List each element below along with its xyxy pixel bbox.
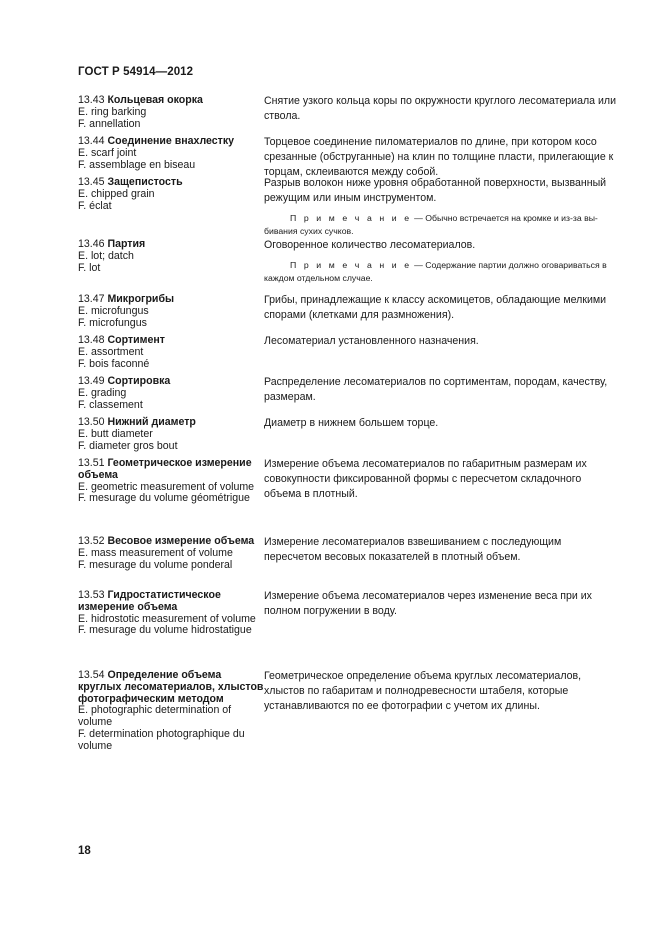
term-english: E. microfungus bbox=[78, 304, 149, 317]
term-french: F. classement bbox=[78, 398, 143, 411]
term-title: Защепистость bbox=[107, 176, 183, 188]
term-english: E. geometric measurement of volume bbox=[78, 480, 255, 493]
term-definition: Измерение лесоматериалов взвешиванием с последующим пересчетом весовых показателей в плотный объем. bbox=[264, 536, 562, 563]
term-definition: Лесоматериал установленного назначения. bbox=[264, 335, 479, 347]
term-title: Нижний диаметр bbox=[107, 416, 196, 428]
term-number: 13.50 bbox=[78, 416, 105, 428]
term-french: F. diameter gros bout bbox=[78, 439, 178, 452]
term-entry-13-49 bbox=[78, 376, 618, 417]
term-english: E. scarf joint bbox=[78, 146, 137, 159]
term-english: E. hidrostotic measurement of volume bbox=[78, 612, 256, 625]
term-title: Геометрическое измерение объема bbox=[78, 457, 252, 481]
terms-list bbox=[78, 95, 618, 753]
term-title: Определение объема круглых лесоматериалов, хлыстов фотографическим методом bbox=[78, 669, 264, 705]
term-definition: Геометрическое определение объема круглых лесоматериалов, хлыстов по габаритам и полнодревесности штабеля, которые устанавливаются по ее фотографии с учетом их длины. bbox=[264, 670, 582, 712]
term-title: Соединение внахлестку bbox=[107, 135, 235, 147]
term-definition: Разрыв волокон ниже уровня обработанной поверхности, вызванный режущим или иным инструментом. bbox=[264, 177, 607, 204]
term-number: 13.51 bbox=[78, 457, 105, 469]
term-definition: Оговоренное количество лесоматериалов. bbox=[264, 239, 476, 251]
term-french: F. lot bbox=[78, 261, 101, 274]
term-definition: Измерение объема лесоматериалов по габаритным размерам их совокупности фиксированной формы с пересчетом складочного объема в плотный. bbox=[264, 458, 587, 500]
term-english: E. mass measurement of volume bbox=[78, 546, 233, 559]
term-number: 13.44 bbox=[78, 135, 105, 147]
term-number: 13.43 bbox=[78, 94, 105, 106]
term-english: E. photographic determination of volume bbox=[78, 704, 232, 729]
note-label: П р и м е ч а н и е bbox=[290, 213, 412, 223]
term-number: 13.54 bbox=[78, 669, 105, 681]
term-french: F. annellation bbox=[78, 117, 141, 130]
term-french: F. microfungus bbox=[78, 316, 147, 329]
page-number: 18 bbox=[78, 845, 91, 857]
term-title: Кольцевая окорка bbox=[107, 94, 203, 106]
term-entry-13-47 bbox=[78, 294, 618, 335]
term-entry-13-50 bbox=[78, 417, 618, 458]
term-entry-13-44 bbox=[78, 136, 618, 177]
term-french: F. mesurage du volume ponderal bbox=[78, 558, 233, 571]
term-french: F. determination photographique du volume bbox=[78, 727, 245, 752]
term-number: 13.48 bbox=[78, 334, 105, 346]
term-number: 13.45 bbox=[78, 176, 105, 188]
term-entry-13-45 bbox=[78, 177, 618, 239]
term-title: Сортимент bbox=[107, 334, 165, 346]
term-french: F. mesurage du volume géométrigue bbox=[78, 492, 250, 505]
term-entry-13-46 bbox=[78, 239, 618, 294]
term-entry-13-52 bbox=[78, 536, 618, 590]
term-english: E. ring barking bbox=[78, 105, 147, 118]
term-note bbox=[264, 259, 618, 285]
term-entry-13-48 bbox=[78, 335, 618, 376]
term-definition: Распределение лесоматериалов по сортиментам, породам, качеству, размерам. bbox=[264, 376, 608, 403]
term-english: E. grading bbox=[78, 386, 127, 399]
term-definition: Снятие узкого кольца коры по окружности круглого лесоматериала или ствола. bbox=[264, 95, 617, 122]
term-definition: Измерение объема лесоматериалов через изменение веса при их полном погружении в воду. bbox=[264, 590, 592, 617]
note-label: П р и м е ч а н и е bbox=[290, 260, 412, 270]
term-title: Партия bbox=[107, 238, 146, 250]
term-english: E. butt diameter bbox=[78, 427, 153, 440]
term-english: E. chipped grain bbox=[78, 187, 155, 200]
term-french: F. mesurage du volume hidrostatigue bbox=[78, 624, 252, 637]
standard-header: ГОСТ Р 54914—2012 bbox=[78, 66, 194, 78]
term-title: Сортировка bbox=[107, 375, 171, 387]
term-note bbox=[264, 212, 618, 238]
term-number: 13.47 bbox=[78, 293, 105, 305]
term-entry-13-54 bbox=[78, 670, 618, 753]
term-french: F. assemblage en biseau bbox=[78, 158, 196, 171]
term-french: F. bois faconné bbox=[78, 357, 150, 370]
term-english: E. lot; datch bbox=[78, 249, 134, 262]
term-definition: Грибы, принадлежащие к классу аскомицетов, обладающие мелкими спорами (клетками для размножения). bbox=[264, 294, 607, 321]
term-entry-13-53 bbox=[78, 590, 618, 670]
term-title: Весовое измерение объема bbox=[107, 535, 255, 547]
term-entry-13-43 bbox=[78, 95, 618, 136]
term-definition: Торцевое соединение пиломатериалов по длине, при котором косо срезанные (обструганные) на клин по толщине пласти, прилегающие к торцам, склеиваются между собой. bbox=[264, 136, 614, 178]
term-number: 13.53 bbox=[78, 589, 105, 601]
term-title: Гидростатистическое измерение объема bbox=[78, 589, 221, 613]
term-entry-13-51 bbox=[78, 458, 618, 536]
note-text: — Обычно встречается на кромке и из-за вы-бивания сухих сучков. bbox=[264, 213, 598, 236]
term-number: 13.52 bbox=[78, 535, 105, 547]
term-title: Микрогрибы bbox=[107, 293, 175, 305]
term-definition: Диаметр в нижнем большем торце. bbox=[264, 417, 439, 429]
note-text: — Содержание партии должно оговариваться в каждом отдельном случае. bbox=[264, 260, 607, 283]
term-number: 13.49 bbox=[78, 375, 105, 387]
term-french: F. éclat bbox=[78, 199, 112, 212]
term-english: E. assortment bbox=[78, 345, 144, 358]
term-number: 13.46 bbox=[78, 238, 105, 250]
